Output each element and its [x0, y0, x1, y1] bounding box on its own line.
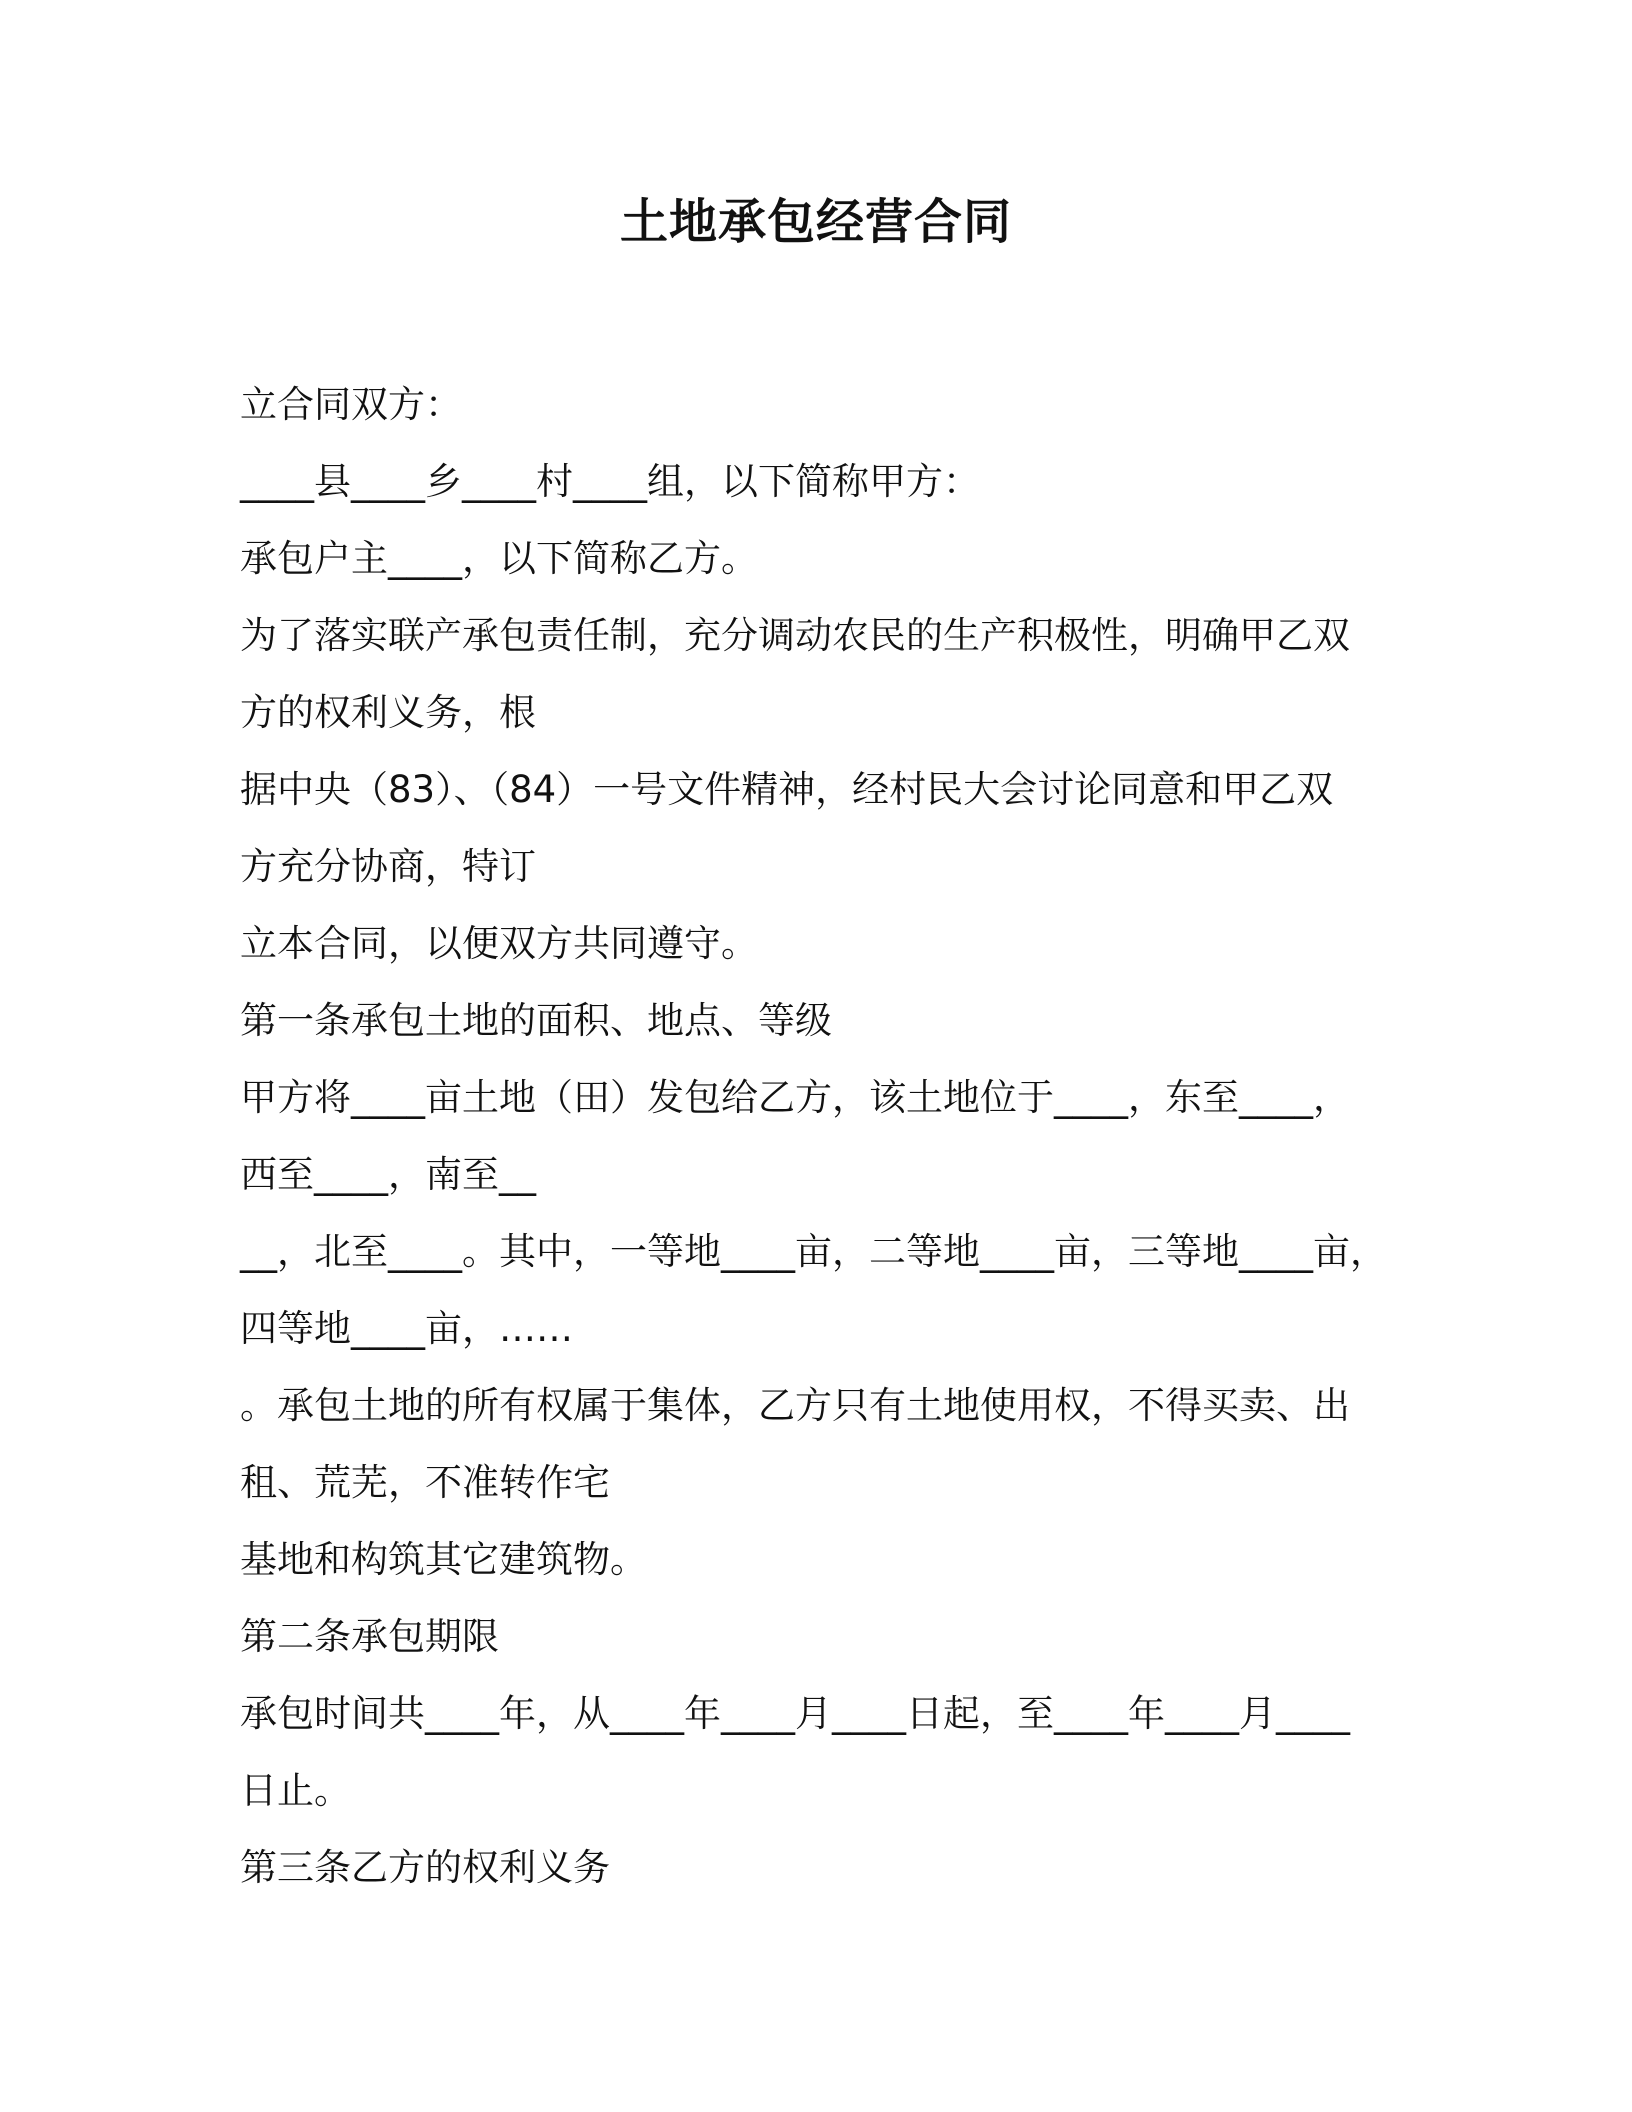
document-title: 土地承包经营合同: [619, 194, 1012, 250]
text-line-12: __，北至____。其中，一等地____亩，二等地____亩，三等地____亩，: [240, 1230, 1387, 1273]
text-line-1: 立合同双方：: [240, 383, 462, 426]
text-line-14: 。承包土地的所有权属于集体，乙方只有土地使用权，不得买卖、出: [240, 1384, 1350, 1427]
text-line-20: 第三条乙方的权利义务: [240, 1846, 610, 1889]
text-line-8: 立本合同，以便双方共同遵守。: [240, 922, 758, 965]
text-line-2: ____县____乡____村____组，以下简称甲方：: [240, 460, 980, 503]
text-line-13: 四等地____亩，……: [240, 1307, 573, 1350]
text-line-16: 基地和构筑其它建筑物。: [240, 1538, 647, 1581]
text-line-11: 西至____，南至__: [240, 1153, 536, 1196]
document-body: [240, 366, 1390, 1906]
text-line-19: 日止。: [240, 1769, 351, 1812]
text-line-7: 方充分协商，特订: [240, 845, 536, 888]
text-line-17: 第二条承包期限: [240, 1615, 499, 1658]
text-line-6: 据中央（83）、（84）一号文件精神，经村民大会讨论同意和甲乙双: [240, 768, 1334, 811]
text-line-9: 第一条承包土地的面积、地点、等级: [240, 999, 832, 1042]
text-line-5: 方的权利义务，根: [240, 691, 536, 734]
text-line-3: 承包户主____，以下简称乙方。: [240, 537, 758, 580]
text-line-18: 承包时间共____年，从____年____月____日起，至____年____月____: [240, 1692, 1350, 1735]
text-line-4: 为了落实联产承包责任制，充分调动农民的生产积极性，明确甲乙双: [240, 614, 1350, 657]
text-line-10: 甲方将____亩土地（田）发包给乙方，该土地位于____，东至____，: [240, 1076, 1350, 1119]
text-line-15: 租、荒芜，不准转作宅: [240, 1461, 610, 1504]
